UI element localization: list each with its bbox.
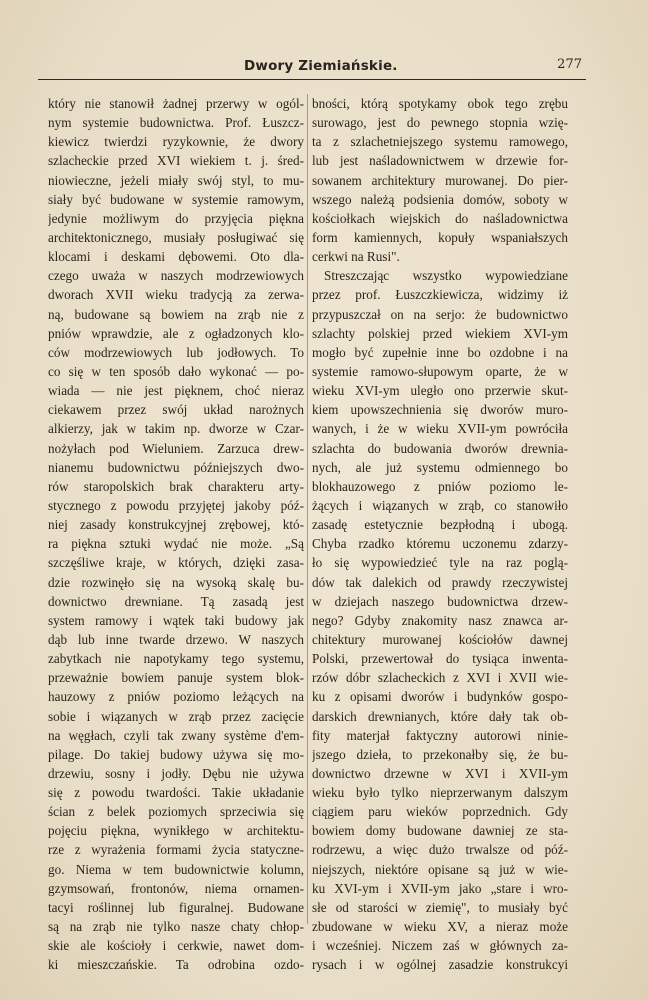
- text-line: ku z opisami dworów i budynków gospo-: [312, 689, 568, 705]
- text-line: rzów dóbr szlacheckich z XVI i XVII wie-: [312, 670, 568, 686]
- text-line: słe od starości w ziemię", to musiały być: [312, 899, 568, 915]
- text-line: chitektury murowanej kościołów dawnej: [312, 631, 568, 647]
- text-line: wieku XVI-ym uległo ono przerwie skut-: [312, 383, 568, 399]
- text-line: który nie stanowił żadnej przerwy w ogól-: [48, 96, 304, 111]
- text-line: pojęciu piękna, wynikłego w architektu-: [48, 823, 304, 839]
- text-line: rze z wyrażenia formami życia statyczne-: [48, 842, 304, 858]
- text-line: szlacheckie przed XVI wiekiem t. j. śred-: [48, 153, 304, 169]
- text-line: rów staropolskich brak charakteru arty-: [48, 478, 304, 494]
- text-line: ców modrzewiowych lub jodłowych. To: [48, 344, 304, 360]
- text-line: kiewicz twierdzi ryzykownie, że dwory: [48, 134, 304, 150]
- text-line: mogło być zupełnie inne bo ozdobne i na: [312, 344, 568, 360]
- text-line: klocami i deskami dębowemi. Oto dla-: [48, 249, 304, 265]
- text-line: ta z szlachetniejszego systemu ramowego,: [312, 134, 568, 150]
- text-line: downictwo drewniane. Tą zasadą jest: [48, 593, 304, 609]
- text-line: cerkwi na Rusi".: [312, 249, 400, 265]
- text-line: bowiem domy budowane dawniej ze sta-: [312, 823, 568, 839]
- text-line: nych, ale już systemu odmiennego bo: [312, 459, 568, 475]
- text-line: niowieczne, jeżeli miały swój styl, to mu-: [48, 172, 304, 188]
- text-line: Chyba rzadko któremu uczonemu zdarzy-: [312, 536, 568, 552]
- text-line: ścian z belek poziomych sprzeciwia się: [48, 804, 304, 820]
- text-line: niejszych, niektóre opisane są już w wie-: [312, 861, 568, 877]
- text-line: i wcześniej. Niczem zaś w głównych za-: [312, 938, 568, 954]
- text-line: wieku było tylko nieprzerwanym dalszym: [312, 785, 568, 801]
- text-line: downictwo drzewne w XVI i XVII-ym: [312, 765, 568, 781]
- text-line: fity materjał faktyczny autorowi ninie-: [312, 727, 568, 743]
- text-line: sowanem architektury murowanej. Do pier-: [312, 172, 568, 188]
- text-line: ło się wypowiedzieć tyle na raz poglą-: [312, 555, 568, 571]
- text-line: ku XVI-ym i XVII-ym jako „stare i wro-: [312, 880, 568, 896]
- text-line: sobie i wiązanych w zrąb przez zacięcie: [48, 708, 304, 724]
- text-line: na węgłach, czyli tak zwany système d'em-: [48, 727, 304, 743]
- right-column: [312, 94, 568, 974]
- text-line: ną, budowane są bowiem na zrąb nie z: [48, 306, 304, 322]
- text-line: niej zasady konstrukcyjnej zrębowej, któ-: [48, 517, 304, 533]
- text-line: surowago, jest do pewnego stopnia wzię-: [312, 115, 568, 131]
- text-line: skie ale kościoły i cerkwie, nawet dom-: [48, 938, 304, 954]
- text-line: wszego należą podsienia domów, soboty w: [312, 191, 568, 207]
- left-column: [48, 94, 304, 974]
- text-line: przez prof. Łuszczkiewicza, widzimy iż: [312, 287, 568, 303]
- text-line: zabytkach nie napotykamy tego systemu,: [48, 651, 304, 667]
- text-line: zbudowane w wieku XV, a nieraz może: [312, 919, 568, 935]
- text-line: nianemu budownictwu późniejszych dwo-: [48, 459, 304, 475]
- text-line: kościołkach wiejskich do naśladownictwa: [312, 210, 568, 226]
- text-line: ciągiem paru wieków poprzednich. Gdy: [312, 804, 568, 820]
- text-line: Streszczając wszystko wypowiedziane: [324, 268, 568, 284]
- text-line: dworach XVII wieku tradycją za zerwa-: [48, 287, 304, 303]
- text-line: rodrzewu, a więc dużo trwalsze od póź-: [312, 842, 568, 858]
- text-line: pilage. Do takiej budowy używa się mo-: [48, 746, 304, 762]
- running-title: Dwory Ziemiańskie.: [244, 58, 398, 74]
- text-line: nożyłach pod Wieluniem. Zarzuca drew-: [48, 440, 304, 456]
- text-line: alkierzy, jak w takim np. dworze w Czar-: [48, 421, 304, 437]
- text-line: darskich drewnianych, które dały tak ob-: [312, 708, 568, 724]
- text-line: nego? Gdyby znakomity nasz znawca ar-: [312, 612, 568, 628]
- text-line: przypuszczał on na serjo: że budownictwo: [312, 306, 568, 322]
- text-line: kiem upowszechnienia się dworów muro-: [312, 402, 568, 418]
- text-line: żących i wiązanych w zrąb, co stanowiło: [312, 497, 568, 513]
- text-line: się z powodu twardości. Takie układanie: [48, 785, 304, 801]
- text-line: wiada — nie jest pięknem, choć nieraz: [48, 383, 304, 399]
- text-line: dąb lub inne twarde drzewo. W naszych: [48, 631, 304, 647]
- text-line: go. Niema w tem budownictwie kolumn,: [48, 861, 304, 877]
- text-line: architektonicznego, musiały posługiwać się: [48, 229, 304, 245]
- text-line: pniów wprawdzie, ale z ogładzonych klo-: [48, 325, 304, 341]
- text-line: dzie rozwinęło się na wysoką skalę bu-: [48, 574, 304, 590]
- page-number: 277: [557, 57, 582, 72]
- text-line: bności, którą spotykamy obok tego zrębu: [312, 96, 568, 111]
- text-line: są na zrąb nie tylko nasze chaty chłop-: [48, 919, 304, 935]
- text-line: w dziejach naszego budownictwa drzew-: [312, 593, 568, 609]
- text-line: rysach i w ogólnej zasadzie konstrukcyi: [312, 957, 568, 973]
- text-line: ra piękna sztuki wydać nie może. „Są: [48, 536, 304, 552]
- page-header: [38, 56, 586, 78]
- text-line: siały być budowane w systemie ramowym,: [48, 191, 304, 207]
- text-line: gzymsowań, frontonów, niema ornamen-: [48, 880, 304, 896]
- text-line: lub jest naśladownictwem w drzewie for-: [312, 153, 568, 169]
- text-line: systemie ramowo-słupowym oparte, że w: [312, 363, 568, 379]
- text-line: blokhauzowego z pniów poziomo le-: [312, 478, 568, 494]
- text-line: jszego dzieła, to przekonałby się, że bu-: [312, 746, 568, 762]
- text-line: szlachty polskiej przed wiekiem XVI-ym: [312, 325, 568, 341]
- column-divider: [307, 94, 308, 924]
- text-line: co się w ten sposób dało wykonać — po-: [48, 363, 304, 379]
- text-line: jedynie możliwym do przyjęcia piękna: [48, 210, 304, 226]
- text-line: szczęśliwe kraje, w których, dzięki zasa-: [48, 555, 304, 571]
- header-rule: [38, 79, 586, 80]
- text-line: czego uważa w naszych modrzewiowych: [48, 268, 304, 284]
- text-line: Polski, przewertował do tysiąca inwenta-: [312, 651, 568, 667]
- text-line: hauzowy z pniów poziomo leżących na: [48, 689, 304, 705]
- text-line: form kamiennych, kopuły wspaniałszych: [312, 229, 568, 245]
- text-line: wanych, i że w wieku XVII-ym powróciła: [312, 421, 568, 437]
- text-line: system ramowy i wątek taki budowy jak: [48, 612, 304, 628]
- text-line: drzewiu, sosny i jodły. Dębu nie używa: [48, 765, 304, 781]
- text-line: tacyi roślinnej lub figuralnej. Budowane: [48, 899, 304, 915]
- text-line: ciekawem przez swój układ narożnych: [48, 402, 304, 418]
- text-line: przeważnie bowiem panuje system blok-: [48, 670, 304, 686]
- text-line: nym systemie budownictwa. Prof. Łuszcz-: [48, 115, 304, 131]
- text-line: dów tak dalekich od prawdy rzeczywistej: [312, 574, 568, 590]
- text-line: zasadę estetycznie bezpłodną i ubogą.: [312, 517, 568, 533]
- text-line: ki mieszczańskie. Ta odrobina ozdo-: [48, 957, 304, 973]
- text-line: szlachta do budowania dworów drewnia-: [312, 440, 568, 456]
- text-line: stycznego z powodu przyjętej jakoby póź-: [48, 497, 304, 513]
